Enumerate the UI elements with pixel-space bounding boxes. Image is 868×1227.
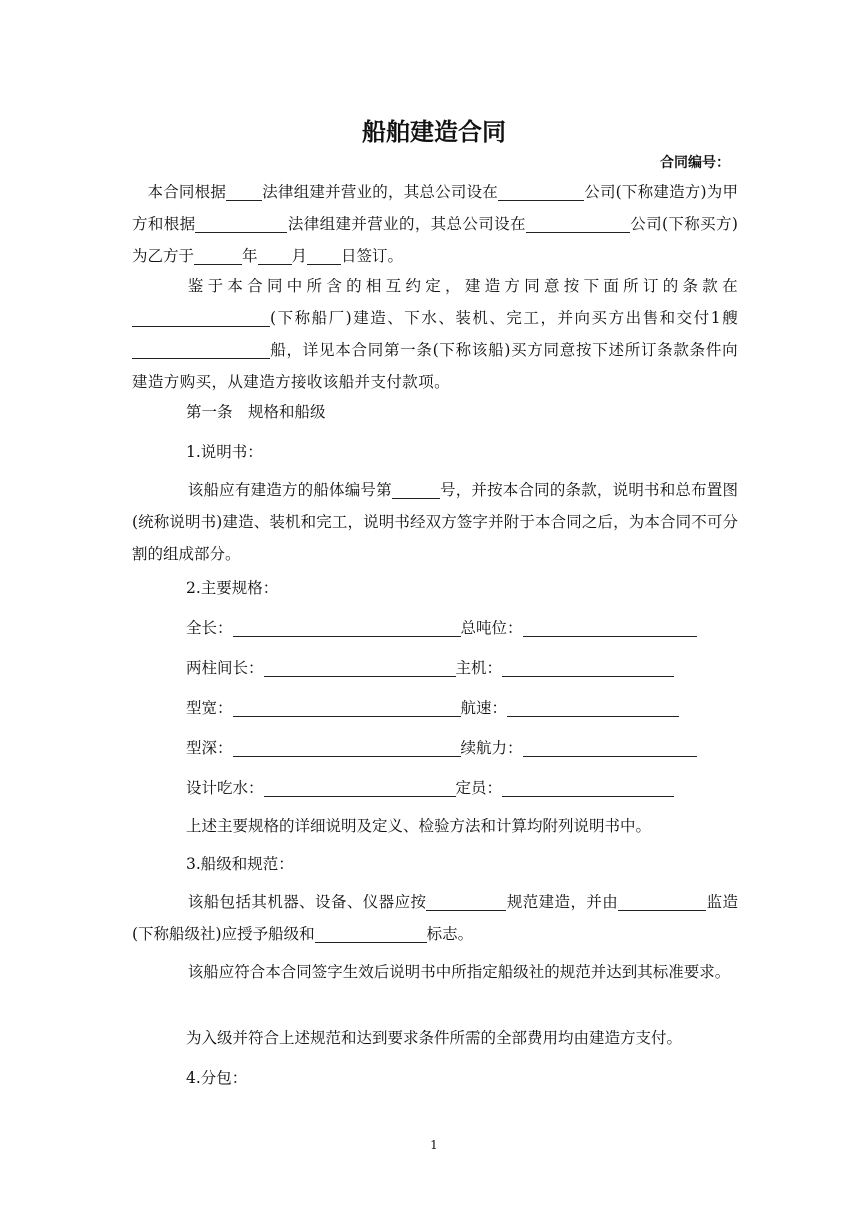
spec-crew-blank [502,780,674,797]
spec-main-engine-label: 主机： [455,659,503,677]
spec-loa-blank [233,620,461,637]
spec-speed-label: 航速： [460,699,508,717]
spec-draft-blank [264,780,456,797]
recital-paragraph: 鉴于本合同中所含的相互约定，建造方同意按下面所订的条款在(下称船厂)建造、下水、装机、完工，并向买方出售和交付1艘船，详见本合同第一条(下称该船)买方同意按下述所订条款条件向建造方购买，从建造方接收该船并支付款项。 [132,277,738,391]
spec-lbp-blank [264,660,456,677]
spec-depth-label: 型深： [186,739,233,757]
spec-speed-blank [507,700,679,717]
spec-breadth-label: 型宽： [186,699,233,717]
specs-note: 上述主要规格的详细说明及定义、检验方法和计算均附列说明书中。 [186,817,652,835]
spec-depth-blank [233,740,461,757]
spec-row-3 [186,692,679,724]
section-1-body: 该船应有建造方的船体编号第 号，并按本合同的条款，说明书和总布置图(统称说明书)建造、装机和完工，说明书经双方签字并附于本合同之后，为本合同不可分割的组成部分。 [132,481,738,563]
spec-row-4 [186,732,697,764]
spec-endurance-blank [523,740,697,757]
section-4-heading: 4.分包： [186,1069,248,1087]
section-3-paragraph-1: 该船包括其机器、设备、仪器应按 规范建造，并由 监造(下称船级社)应授予船级和 标志。 [132,893,738,943]
spec-loa-label: 全长： [186,619,233,637]
spec-draft-label: 设计吃水： [186,779,264,797]
article-1-heading: 第一条 规格和船级 [186,403,326,421]
intro-paragraph: 本合同根据 法律组建并营业的，其总公司设在 公司(下称建造方)为甲方和根据 法律组建并营业的，其总公司设在 公司(下称买方)为乙方于 年 月 日签订。 [132,183,738,265]
spec-row-5 [186,772,674,804]
section-3-heading: 3.船级和规范： [186,855,294,873]
spec-tonnage-blank [523,620,697,637]
section-3-paragraph-2: 该船应符合本合同签字生效后说明书中所指定船级社的规范并达到其标准要求。 [187,963,731,981]
page-number: 1 [430,1138,438,1152]
section-2-heading: 2.主要规格： [186,579,279,597]
spec-main-engine-blank [502,660,674,677]
spec-row-1 [186,612,697,644]
spec-crew-label: 定员： [455,779,503,797]
spec-row-2 [186,652,674,684]
document-title: 船舶建造合同 [362,118,506,146]
spec-breadth-blank [233,700,461,717]
spec-endurance-label: 续航力： [460,739,523,757]
section-3-paragraph-3: 为入级并符合上述规范和达到要求条件所需的全部费用均由建造方支付。 [186,1029,683,1047]
spec-lbp-label: 两柱间长： [186,659,264,677]
section-1-heading: 1.说明书： [186,443,263,461]
contract-number-label: 合同编号： [660,155,730,171]
spec-tonnage-label: 总吨位： [460,619,523,637]
